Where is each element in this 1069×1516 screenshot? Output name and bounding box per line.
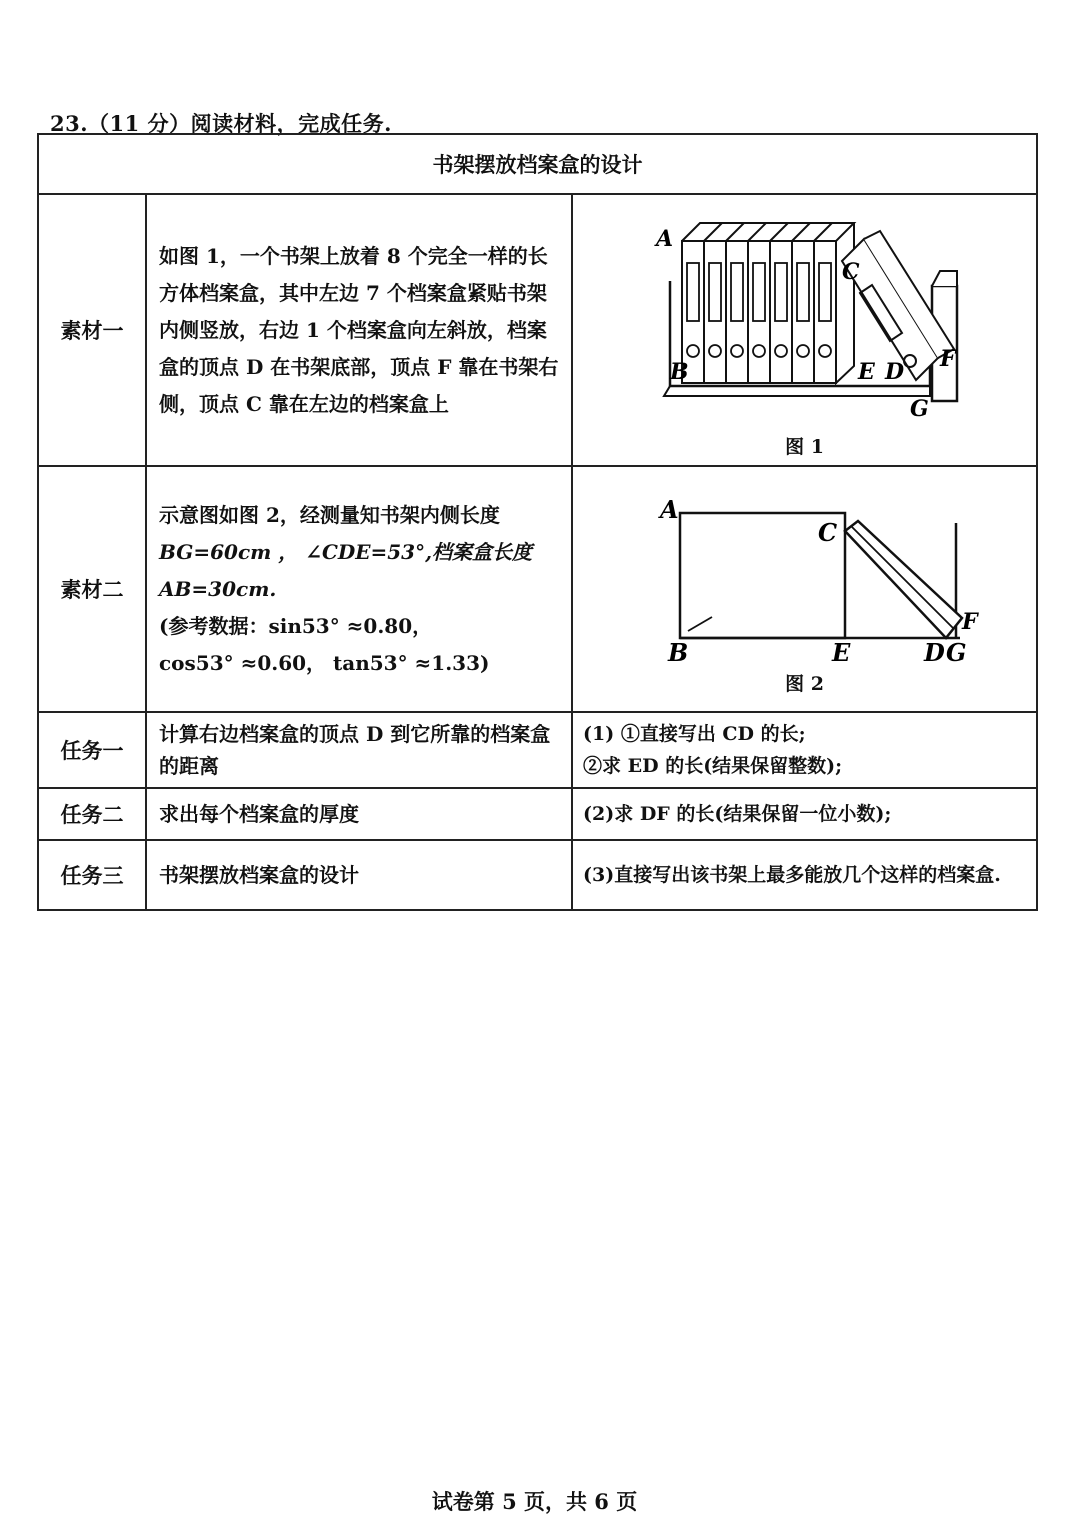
task3-label: 任务三: [38, 840, 146, 910]
table-title: 书架摆放档案盒的设计: [38, 134, 1037, 194]
task2-text: 求出每个档案盒的厚度: [146, 788, 572, 840]
fig2-label-e: E: [831, 637, 850, 663]
fig1-label-e: E: [857, 359, 875, 385]
task2-question: (2)求 DF 的长(结果保留一位小数);: [572, 788, 1037, 840]
task1-q2: ②求 ED 的长(结果保留整数);: [583, 755, 843, 777]
fig1-label-d: D: [884, 359, 904, 385]
figure-2: [620, 483, 990, 663]
task1-label: 任务一: [38, 712, 146, 788]
material2-line2: BG=60cm ， ∠CDE=53°,档案盒长度: [159, 539, 533, 564]
material2-line3: AB=30cm.: [159, 576, 277, 601]
figure-2-caption: 图 2: [785, 672, 824, 695]
task1-questions: [572, 712, 1037, 788]
fig1-label-f: F: [939, 346, 956, 372]
fig1-label-g: G: [909, 396, 929, 422]
fig2-label-c: C: [817, 517, 837, 547]
material2-line4: (参考数据：sin53° ≈0.80，: [159, 613, 433, 638]
task2-label: 任务二: [38, 788, 146, 840]
material2-label: 素材二: [38, 466, 146, 712]
fig2-label-f: F: [961, 608, 978, 635]
material1-text: 如图 1，一个书架上放着 8 个完全一样的长方体档案盒，其中左边 7 个档案盒紧贴书架内侧竖放，右边 1 个档案盒向左斜放，档案盒的顶点 D 在书架底部，顶点 F 靠在书架右侧，顶点 C 靠在左边的档案盒上: [146, 194, 572, 466]
page-footer: 试卷第 5 页，共 6 页: [431, 1489, 638, 1514]
figure-2-cell: [572, 466, 1037, 712]
task3-text: 书架摆放档案盒的设计: [146, 840, 572, 910]
fig1-label-c: C: [841, 259, 860, 285]
material2-text: [146, 466, 572, 712]
fig2-label-g: G: [945, 637, 967, 663]
fig1-label-a: A: [655, 226, 673, 252]
material2-line1: 示意图如图 2，经测量知书架内侧长度: [159, 502, 500, 527]
figure-1: [640, 201, 970, 426]
material-table: [37, 133, 1038, 911]
fig2-label-a: A: [659, 494, 679, 524]
task3-question: (3)直接写出该书架上最多能放几个这样的档案盒.: [572, 840, 1037, 910]
fig2-label-d: D: [923, 637, 945, 663]
fig2-label-b: B: [667, 637, 688, 663]
material2-line5: cos53° ≈0.60， tan53° ≈1.33): [159, 650, 490, 675]
material1-label: 素材一: [38, 194, 146, 466]
task1-text: 计算右边档案盒的顶点 D 到它所靠的档案盒的距离: [146, 712, 572, 788]
question-heading: 23.（11 分）阅读材料，完成任务.: [50, 111, 392, 136]
figure-1-caption: 图 1: [785, 436, 824, 458]
task1-q1: (1) ①直接写出 CD 的长;: [583, 723, 806, 745]
figure-1-cell: [572, 194, 1037, 466]
fig1-label-b: B: [669, 359, 689, 385]
